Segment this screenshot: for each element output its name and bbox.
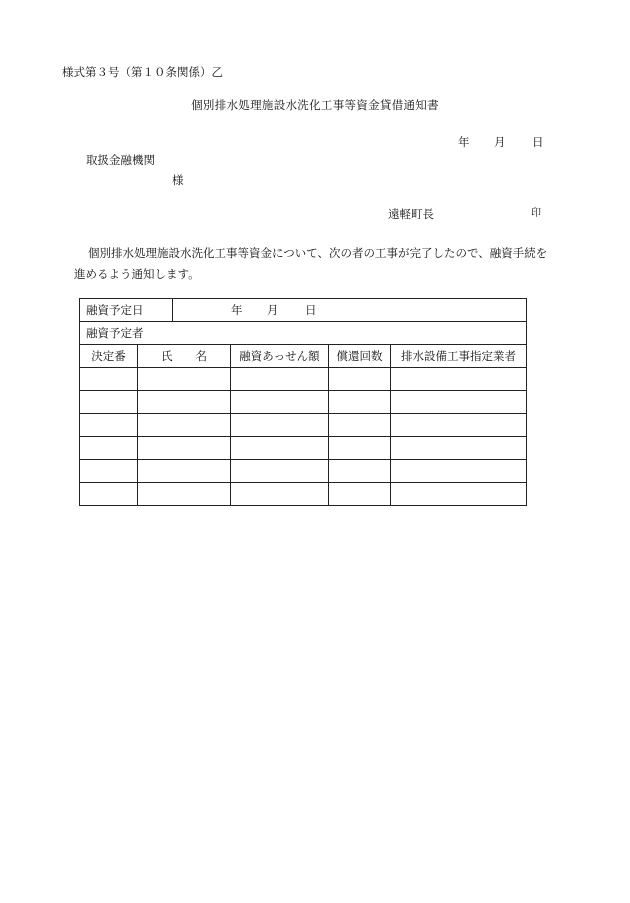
addressee-name: 取扱金融機関 [86,153,155,167]
issue-date-day: 日 [532,135,544,149]
addressee-honorific: 様 [172,173,184,187]
scheduled-person-row [80,322,527,345]
table-cell[interactable] [231,391,329,414]
table-cell[interactable] [391,483,527,506]
table-header-row [80,345,527,368]
table-cell[interactable] [231,437,329,460]
form-number: 様式第３号（第１０条関係）乙 [62,65,223,79]
scheduled-date-day: 日 [305,303,317,317]
scheduled-date-year: 年 [231,303,243,317]
table-cell[interactable] [80,460,138,483]
table-cell[interactable] [329,460,391,483]
table-cell[interactable] [80,437,138,460]
issue-date-year: 年 [458,135,470,149]
table-cell[interactable] [231,483,329,506]
table-cell[interactable] [391,368,527,391]
table-cell[interactable] [329,368,391,391]
document-title: 個別排水処理施設水洗化工事等資金貸借通知書 [191,98,439,112]
scheduled-date-row [80,299,527,322]
table-cell[interactable] [329,391,391,414]
scheduled-date-label: 融資予定日 [80,299,173,322]
table-cell[interactable] [231,460,329,483]
table-cell[interactable] [231,368,329,391]
table-cell[interactable] [391,460,527,483]
table-cell[interactable] [138,460,231,483]
table-cell[interactable] [80,414,138,437]
issue-date-month: 月 [494,135,506,149]
table-cell[interactable] [80,368,138,391]
loan-table [79,298,527,506]
notice-body-line-2: 進めるよう通知します。 [74,267,200,281]
notice-body [74,243,574,285]
table-row [80,437,527,460]
table-cell[interactable] [391,414,527,437]
table-cell[interactable] [231,414,329,437]
table-cell[interactable] [80,483,138,506]
issuer-name: 遠軽町長 [388,207,434,221]
seal-mark: 印 [531,208,541,219]
scheduled-date-month: 月 [267,303,279,317]
table-row [80,368,527,391]
column-header: 排水設備工事指定業者 [391,345,527,368]
column-header: 決定番 [80,345,138,368]
table-cell[interactable] [138,437,231,460]
table-row [80,414,527,437]
table-cell[interactable] [329,483,391,506]
column-header: 償還回数 [329,345,391,368]
table-cell[interactable] [80,391,138,414]
table-cell[interactable] [138,368,231,391]
scheduled-person-label: 融資予定者 [80,322,527,345]
table-row [80,483,527,506]
column-header: 融資あっせん額 [231,345,329,368]
table-cell[interactable] [138,414,231,437]
notice-body-line-1: 個別排水処理施設水洗化工事等資金について、次の者の工事が完了したので、融資手続を [88,246,548,260]
column-header: 氏 名 [138,345,231,368]
table-cell[interactable] [329,414,391,437]
table-cell[interactable] [391,437,527,460]
issue-date [458,137,544,149]
table-cell[interactable] [138,483,231,506]
table-row [80,391,527,414]
table-cell[interactable] [329,437,391,460]
table-cell[interactable] [391,391,527,414]
table-row [80,460,527,483]
table-cell[interactable] [138,391,231,414]
scheduled-date-value[interactable] [173,299,527,322]
